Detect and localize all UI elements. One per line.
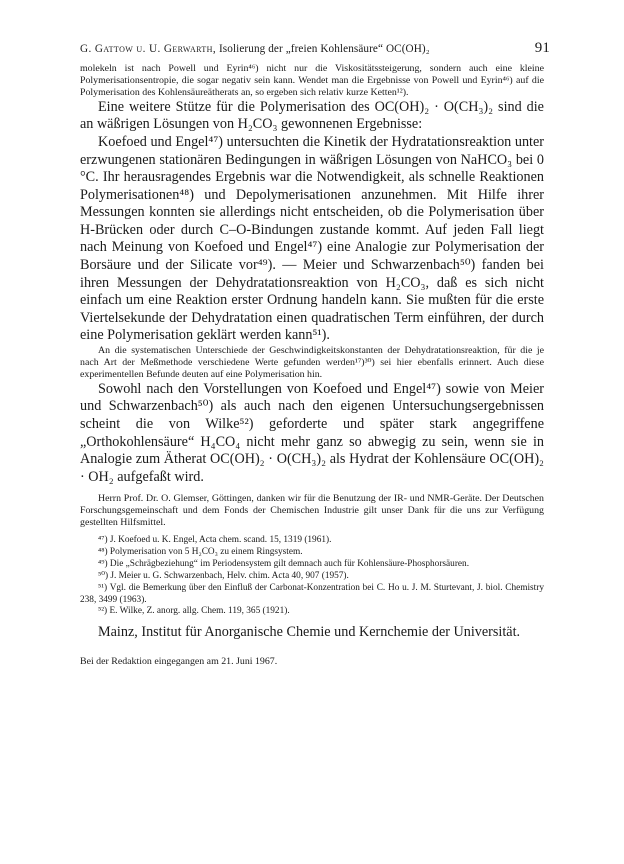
footnotes bbox=[80, 535, 544, 618]
footnote-47: ⁴⁷) J. Koefoed u. K. Engel, Acta chem. scand. 15, 1319 (1961). bbox=[98, 535, 332, 546]
paragraph-1: Eine weitere Stütze für die Polymerisation des OC(OH)₂ · O(CH₃)₂ sind die an wäßrigen Lösungen von H₂CO₃ gewonnenen Ergebnisse: bbox=[80, 98, 544, 133]
running-header bbox=[80, 40, 550, 56]
page-number: 91 bbox=[534, 40, 550, 56]
small-paragraph-2: An die systematischen Unterschiede der Geschwindigkeitskonstanten der Dehydratationsreaktion, für die je nach Art der Meßmethode verschiedene Werte gefunden werden¹⁷)³⁰) sei hier ebenfalls erinnert. Auch diese experimentellen Befunde deuten auf eine Polymerisation hin. bbox=[80, 345, 544, 380]
journal-page bbox=[80, 40, 550, 678]
footnote-52: ⁵²) E. Wilke, Z. anorg. allg. Chem. 119, 365 (1921). bbox=[98, 606, 290, 617]
footnote-51: ⁵¹) Vgl. die Bemerkung über den Einfluß der Carbonat-Konzentration bei C. Ho u. J. M. Sturtevant, J. biol. Chemistry 238, 3499 (1963). bbox=[80, 582, 544, 605]
received-date: Bei der Redaktion eingegangen am 21. Juni 1967. bbox=[80, 656, 278, 668]
footnote-49: ⁴⁹) Die „Schrägbeziehung“ im Periodensystem gilt demnach auch für Kohlensäure-Phosphorsäuren. bbox=[98, 558, 470, 569]
intro-small-paragraph: molekeln ist nach Powell und Eyrin⁴⁶) nicht nur die Viskositätssteigerung, sondern auch eine kleine Polymerisationsentropie, die sogar negativ sein kann. Wendet man die Ergebnisse von Powell und Eyrin⁴⁶) auf die Polymerisation des Kohlensäureätherats an, so ergeben sich relativ kurze Ketten¹²). bbox=[80, 63, 544, 98]
acknowledgement: Herrn Prof. Dr. O. Glemser, Göttingen, danken wir für die Benutzung der IR- und NMR-Geräte. Der Deutschen Forschungsgemeinschaft und dem Fonds der Chemischen Industrie gilt unser Dank für die uns zur Verfügung gestellten Hilfsmittel. bbox=[80, 493, 544, 529]
footnote-48: ⁴⁸) Polymerisation von 5 H₂CO₃ zu einem Ringsystem. bbox=[98, 546, 303, 557]
footnote-50: ⁵⁰) J. Meier u. G. Schwarzenbach, Helv. chim. Acta 40, 907 (1957). bbox=[98, 570, 349, 581]
paragraph-3: Sowohl nach den Vorstellungen von Koefoed und Engel⁴⁷) sowie von Meier und Schwarzenbach⁵⁰) als auch nach den eigenen Untersuchungsergebnissen scheint die von Wilke⁵²) geforderte und später stark angegriffene „Orthokohlensäure“ H₄CO₄ nicht mehr ganz so abwegig zu sein, wenn sie in Analogie zum Ätherat OC(OH)₂ · O(CH₃)₂ als Hydrat der Kohlensäure OC(OH)₂ · OH₂ aufgefaßt wird. bbox=[80, 380, 544, 485]
running-title bbox=[80, 43, 430, 55]
header-title: Isolierung der „freien Kohlensäure“ OC(OH)₂ bbox=[218, 43, 430, 55]
paragraph-2: Koefoed und Engel⁴⁷) untersuchten die Kinetik der Hydratationsreaktion unter erzwungenen stationären Bedingungen in wäßrigen Lösungen von NaHCO₃ bei 0 °C. Ihr herausragendes Ergebnis war die Notwendigkeit, als schnelle Reaktionen Polymerisationen⁴⁸) und Depolymerisationen anzunehmen. Mit Hilfe ihrer Messungen konnten sie allerdings nicht entscheiden, ob die Polymerisation über H-Brücken oder durch C–O-Bindungen zustande kommt. Auf jeden Fall liegt nach Meinung von Koefoed und Engel⁴⁷) eine Analogie zur Polymerisation der Borsäure und der Silicate vor⁴⁹). — Meier und Schwarzenbach⁵⁰) fanden bei ihren Messungen der Dehydratationsreaktion von H₂CO₃, daß es sich nicht einfach um eine Reaktion erster Ordnung handeln kann. Sie mußten für die erste Viertelsekunde der Dehydratation einen quadratischen Term einführen, der durch eine Polymerisation geklärt werden kann⁵¹). bbox=[80, 133, 544, 344]
affiliation: Mainz, Institut für Anorganische Chemie und Kernchemie der Universität. bbox=[98, 624, 521, 641]
header-authors: G. Gattow u. U. Gerwarth, bbox=[80, 43, 217, 55]
